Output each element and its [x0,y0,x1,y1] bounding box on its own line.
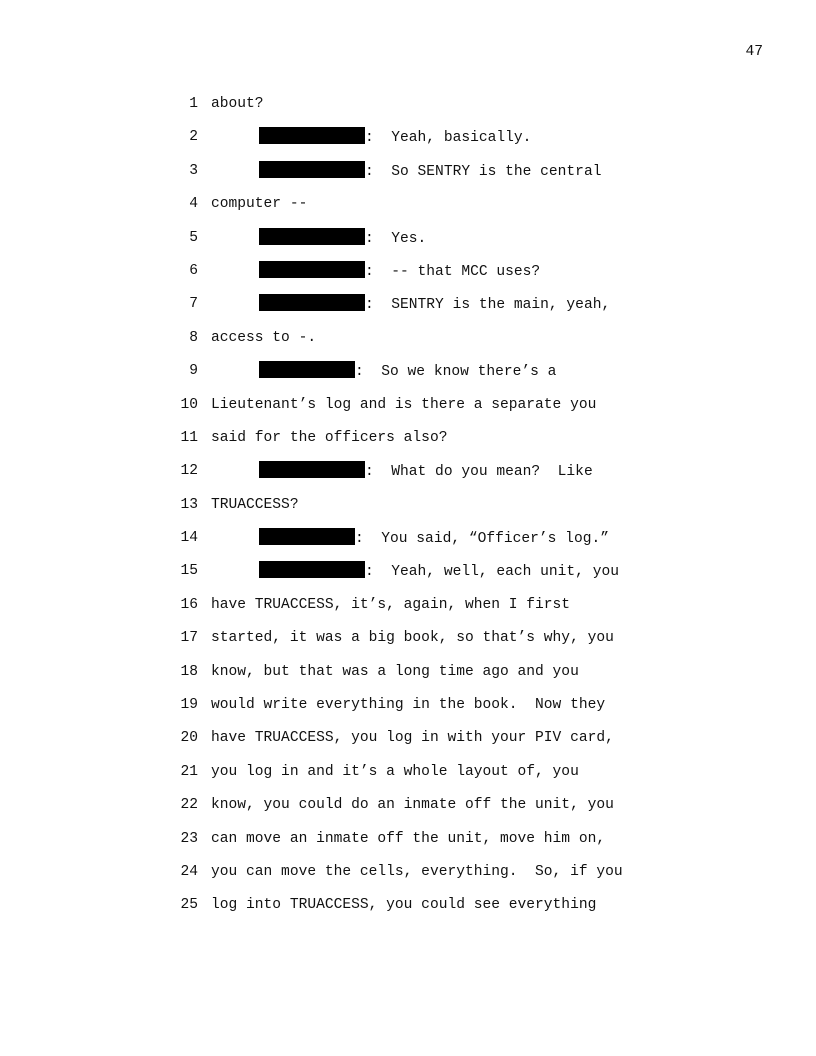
line-number: 4 [189,196,198,213]
continuation-line [211,628,614,648]
transcript-line [0,294,816,327]
redacted-speaker-name [259,294,365,311]
transcript-line [0,595,816,628]
line-number: 8 [189,329,198,346]
line-number: 16 [180,596,198,613]
line-text: know, but that was a long time ago and you [211,663,579,680]
line-text: : You said, “Officer’s log.” [355,531,609,548]
redacted-speaker-name [259,127,365,144]
line-text: : Yeah, well, each unit, you [365,564,619,581]
line-number: 7 [189,296,198,313]
transcript-line [0,895,816,928]
transcript-body [0,94,816,929]
line-text: have TRUACCESS, it’s, again, when I first [211,596,571,613]
line-text: know, you could do an inmate off the unit, you [211,797,614,814]
continuation-line [211,895,596,915]
redacted-speaker-name [259,461,365,478]
speaker-line [259,161,601,182]
speaker-line [259,294,610,315]
line-number: 22 [180,797,198,814]
continuation-line [211,194,307,214]
continuation-line [211,662,579,682]
line-number: 9 [189,363,198,380]
redacted-speaker-name [259,161,365,178]
redacted-speaker-name [259,561,365,578]
page-number: 47 [745,44,763,60]
line-text: : SENTRY is the main, yeah, [365,297,611,314]
continuation-line [211,395,596,415]
transcript-line [0,862,816,895]
transcript-line [0,328,816,361]
line-number: 14 [180,530,198,547]
transcript-line [0,829,816,862]
line-text: : So SENTRY is the central [365,163,602,180]
line-text: : So we know there’s a [355,364,557,381]
line-text: can move an inmate off the unit, move him on, [211,830,606,847]
speaker-line [259,561,619,582]
line-number: 1 [189,96,198,112]
line-text: access to -. [211,329,317,346]
transcript-line [0,261,816,294]
line-number: 11 [180,429,198,446]
line-text: you can move the cells, everything. So, if you [211,863,623,880]
speaker-line [259,528,609,549]
line-text: : Yeah, basically. [365,130,532,147]
continuation-line [211,94,264,114]
transcript-line [0,662,816,695]
transcript-line [0,194,816,227]
transcript-line [0,795,816,828]
line-number: 15 [180,563,198,580]
transcript-line [0,495,816,528]
transcript-line [0,528,816,561]
line-number: 10 [180,396,198,413]
transcript-line [0,461,816,494]
continuation-line [211,762,579,782]
line-text: TRUACCESS? [211,496,299,513]
line-text: Lieutenant’s log and is there a separate you [211,396,597,413]
continuation-line [211,328,316,348]
transcript-line [0,361,816,394]
line-text: you log in and it’s a whole layout of, you [211,763,579,780]
transcript-line [0,228,816,261]
line-text: : Yes. [365,230,427,247]
continuation-line [211,862,623,882]
line-text: started, it was a big book, so that’s why, you [211,630,614,647]
continuation-line [211,495,299,515]
continuation-line [211,829,605,849]
transcript-line [0,695,816,728]
redacted-speaker-name [259,228,365,245]
continuation-line [211,695,605,715]
line-number: 20 [180,730,198,747]
line-text: log into TRUACCESS, you could see everything [211,897,597,914]
transcript-line [0,94,816,127]
continuation-line [211,595,570,615]
redacted-speaker-name [259,528,355,545]
line-number: 25 [180,897,198,914]
redacted-speaker-name [259,261,365,278]
transcript-line [0,428,816,461]
line-text: said for the officers also? [211,429,448,446]
line-number: 2 [189,129,198,146]
transcript-line [0,762,816,795]
line-text: computer -- [211,196,308,213]
transcript-line [0,127,816,160]
line-text: : What do you mean? Like [365,464,593,481]
line-number: 19 [180,697,198,714]
speaker-line [259,127,531,148]
speaker-line [259,228,426,249]
continuation-line [211,728,614,748]
line-number: 23 [180,830,198,847]
speaker-line [259,361,556,382]
transcript-line [0,395,816,428]
line-text: would write everything in the book. Now they [211,697,606,714]
line-text: about? [211,96,264,112]
speaker-line [259,461,593,482]
line-number: 21 [180,763,198,780]
line-number: 6 [189,262,198,279]
line-number: 24 [180,863,198,880]
transcript-line [0,161,816,194]
transcript-line [0,628,816,661]
continuation-line [211,795,614,815]
line-number: 5 [189,229,198,246]
line-number: 12 [180,463,198,480]
line-text: : -- that MCC uses? [365,263,541,280]
line-number: 18 [180,663,198,680]
line-number: 3 [189,162,198,179]
redacted-speaker-name [259,361,355,378]
line-number: 17 [180,630,198,647]
line-number: 13 [180,496,198,513]
speaker-line [259,261,540,282]
continuation-line [211,428,447,448]
line-text: have TRUACCESS, you log in with your PIV card, [211,730,614,747]
transcript-line [0,728,816,761]
transcript-line [0,561,816,594]
